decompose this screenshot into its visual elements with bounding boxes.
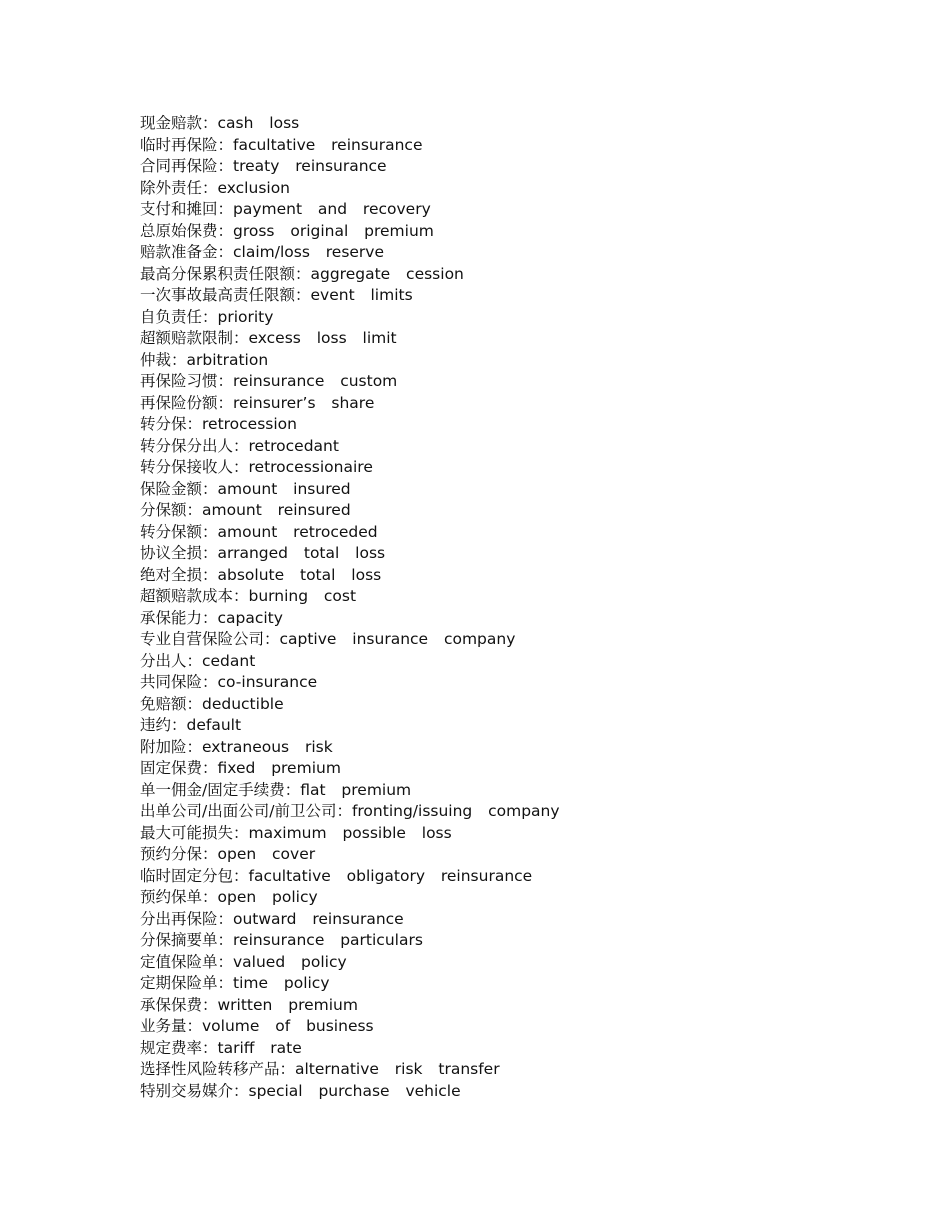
glossary-term: 赔款准备金：claim/loss reserve <box>140 243 385 261</box>
glossary-term: 保险金额：amount insured <box>140 479 351 498</box>
glossary-term: 规定费率：tariff rate <box>140 1038 302 1057</box>
glossary-term: 临时再保险：facultative reinsurance <box>140 135 423 154</box>
glossary-term: 除外责任：exclusion <box>140 178 291 197</box>
glossary-term: 承保能力：capacity <box>140 608 283 627</box>
glossary-term: 支付和摊回：payment and recovery <box>140 200 431 218</box>
glossary-term: 免赔额：deductible <box>140 694 284 713</box>
glossary-term: 最高分保累积责任限额：aggregate cession <box>140 264 464 283</box>
glossary-term: 选择性风险转移产品：alternative risk transfer <box>140 1060 500 1078</box>
glossary-term: 仲裁：arbitration <box>140 350 269 369</box>
glossary-term: 再保险习惯：reinsurance custom <box>140 372 398 390</box>
glossary-term: 分保额：amount reinsured <box>140 501 351 519</box>
glossary-term: 合同再保险：treaty reinsurance <box>140 157 387 175</box>
glossary-term: 转分保分出人：retrocedant <box>140 436 339 455</box>
glossary-term: 业务量：volume of business <box>140 1017 374 1035</box>
glossary-term: 单一佣金/固定手续费：flat premium <box>140 780 412 799</box>
glossary-term: 转分保额：amount retroceded <box>140 522 378 541</box>
glossary-term: 附加险：extraneous risk <box>140 737 333 756</box>
glossary-term: 共同保险：co-insurance <box>140 673 318 691</box>
glossary-term: 再保险份额：reinsurer’s share <box>140 393 375 412</box>
glossary-term: 固定保费：fixed premium <box>140 759 341 777</box>
glossary-term: 现金赔款：cash loss <box>140 114 300 132</box>
glossary-term: 超额赔款限制：excess loss limit <box>140 329 397 347</box>
glossary-term: 自负责任：priority <box>140 307 274 326</box>
glossary-term: 出单公司/出面公司/前卫公司：fronting/issuing company <box>140 802 560 820</box>
glossary-term: 定值保险单：valued policy <box>140 952 347 971</box>
glossary-term: 临时固定分包：facultative obligatory reinsurance <box>140 866 533 885</box>
glossary-term: 预约分保：open cover <box>140 845 316 863</box>
glossary-term: 最大可能损失：maximum possible loss <box>140 823 452 842</box>
glossary-term: 总原始保费：gross original premium <box>140 221 434 240</box>
glossary-term: 转分保接收人：retrocessionaire <box>140 458 373 476</box>
glossary-term: 绝对全损：absolute total loss <box>140 565 382 584</box>
glossary-term: 违约：default <box>140 716 242 734</box>
glossary-term: 协议全损：arranged total loss <box>140 544 386 562</box>
glossary-term: 特别交易媒介：special purchase vehicle <box>140 1081 461 1100</box>
glossary-term: 专业自营保险公司：captive insurance company <box>140 630 516 648</box>
glossary-term: 定期保险单：time policy <box>140 974 330 992</box>
glossary-term: 分出人：cedant <box>140 651 256 670</box>
glossary-term: 转分保：retrocession <box>140 415 297 433</box>
glossary-term-list <box>140 113 900 1102</box>
glossary-term: 承保保费：written premium <box>140 995 358 1014</box>
glossary-term: 分出再保险：outward reinsurance <box>140 909 404 928</box>
glossary-term: 一次事故最高责任限额：event limits <box>140 286 413 304</box>
glossary-term: 分保摘要单：reinsurance particulars <box>140 931 423 949</box>
glossary-term: 预约保单：open policy <box>140 888 318 906</box>
glossary-term: 超额赔款成本：burning cost <box>140 587 357 605</box>
